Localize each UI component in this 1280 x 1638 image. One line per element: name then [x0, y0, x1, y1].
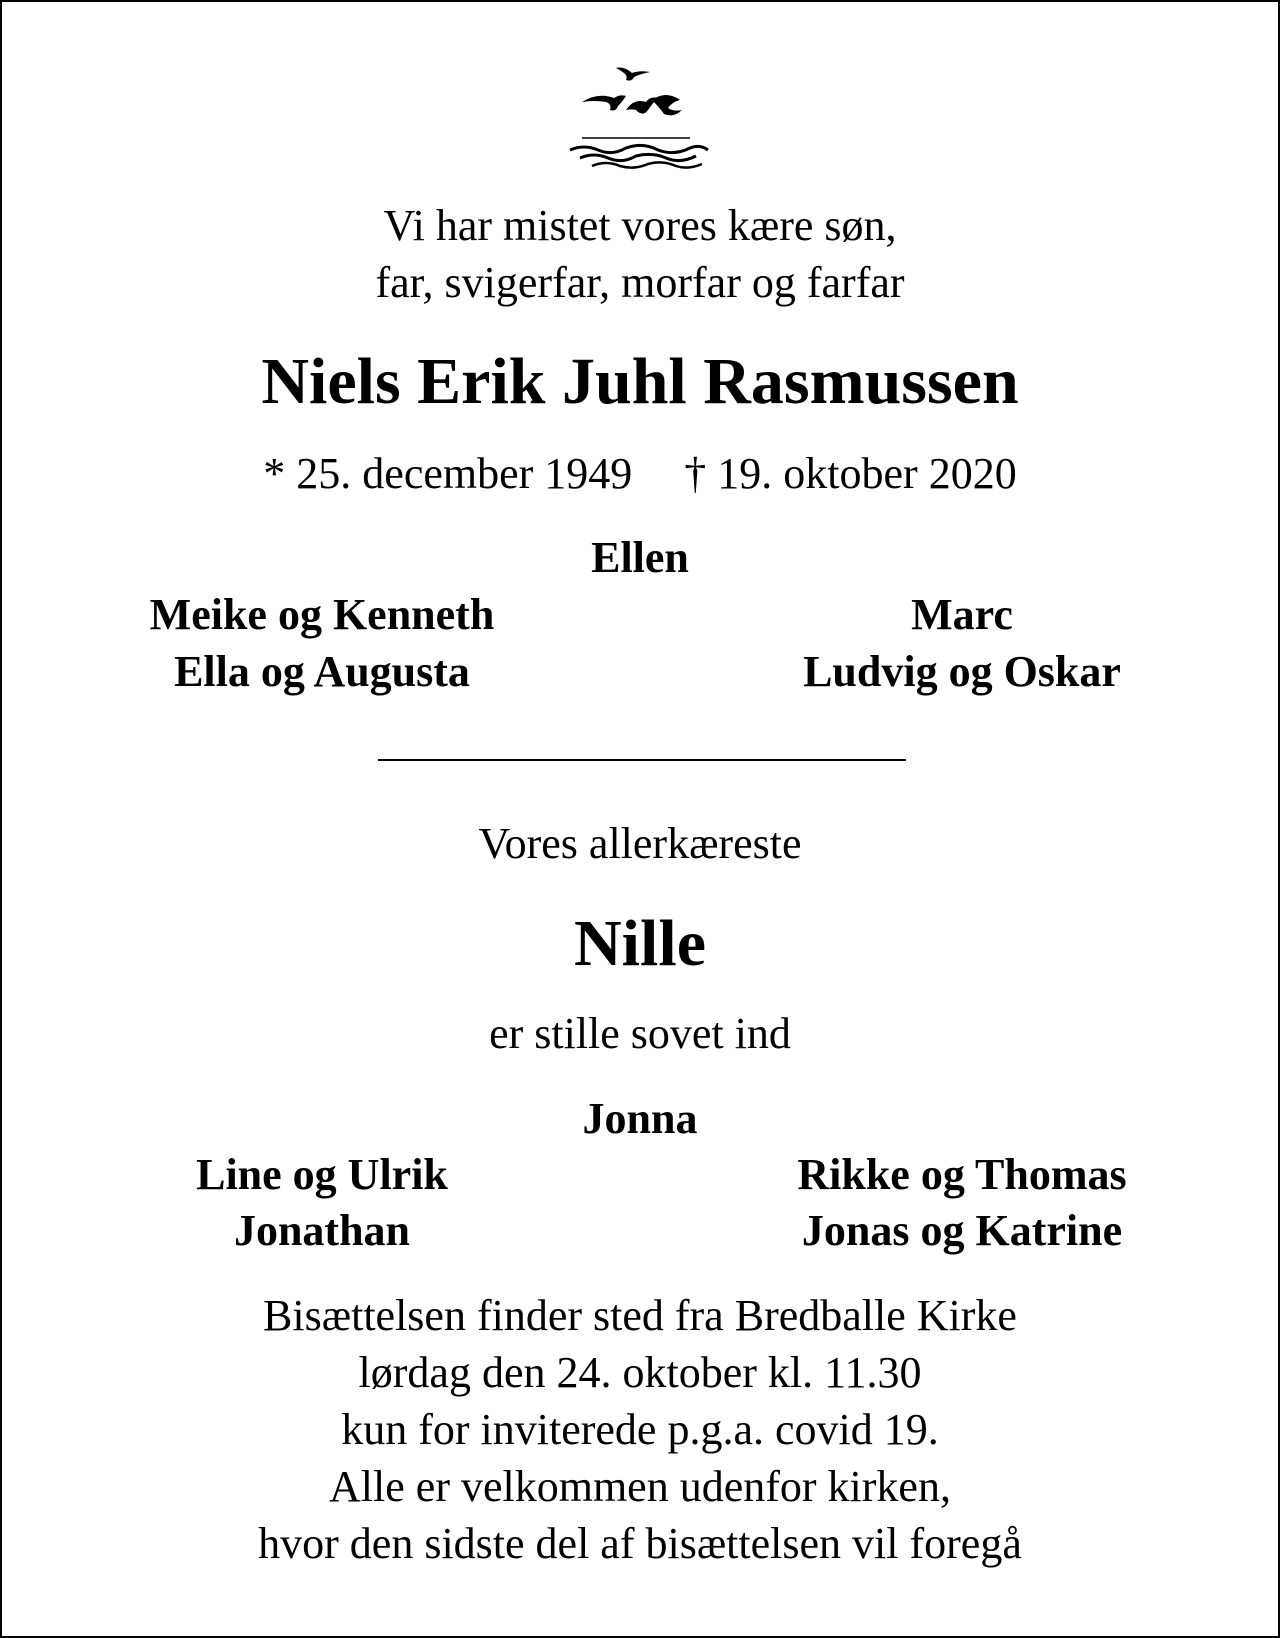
- funeral-info-line: Bisættelsen finder sted fra Bredballe Kirke: [263, 1291, 1017, 1340]
- intro-line: far, svigerfar, morfar og farfar: [375, 258, 905, 307]
- seagulls-over-waves-icon: [562, 60, 722, 172]
- spouse-name: Ellen: [591, 533, 689, 582]
- family-name: Jonas og Katrine: [801, 1206, 1123, 1255]
- funeral-info-line: hvor den sidste del af bisættelsen vil foregå: [258, 1519, 1022, 1568]
- family-name: Rikke og Thomas: [797, 1150, 1127, 1199]
- funeral-info-line: lørdag den 24. oktober kl. 11.30: [358, 1348, 922, 1397]
- family-name: Meike og Kenneth: [149, 590, 495, 639]
- family-name: Ludvig og Oskar: [803, 647, 1121, 696]
- intro-line: Vi har mistet vores kære søn,: [383, 201, 897, 250]
- life-dates: [2, 446, 1278, 502]
- intro-line: Vores allerkæreste: [478, 819, 802, 868]
- subtitle-line: er stille sovet ind: [489, 1009, 791, 1058]
- pet-name: Nille: [574, 907, 706, 980]
- family-name: Ella og Augusta: [174, 647, 470, 696]
- birth-date: * 25. december 1949: [263, 449, 633, 498]
- funeral-info-line: Alle er velkommen udenfor kirken,: [329, 1462, 951, 1511]
- funeral-info-line: kun for inviterede p.g.a. covid 19.: [341, 1405, 939, 1454]
- family-name: Line og Ulrik: [196, 1150, 448, 1199]
- section-divider: [378, 759, 906, 761]
- deceased-name: Niels Erik Juhl Rasmussen: [261, 345, 1019, 418]
- death-date: † 19. oktober 2020: [684, 449, 1017, 498]
- family-name: Jonathan: [233, 1206, 411, 1255]
- owner-name: Jonna: [582, 1094, 698, 1143]
- family-name: Marc: [911, 590, 1013, 639]
